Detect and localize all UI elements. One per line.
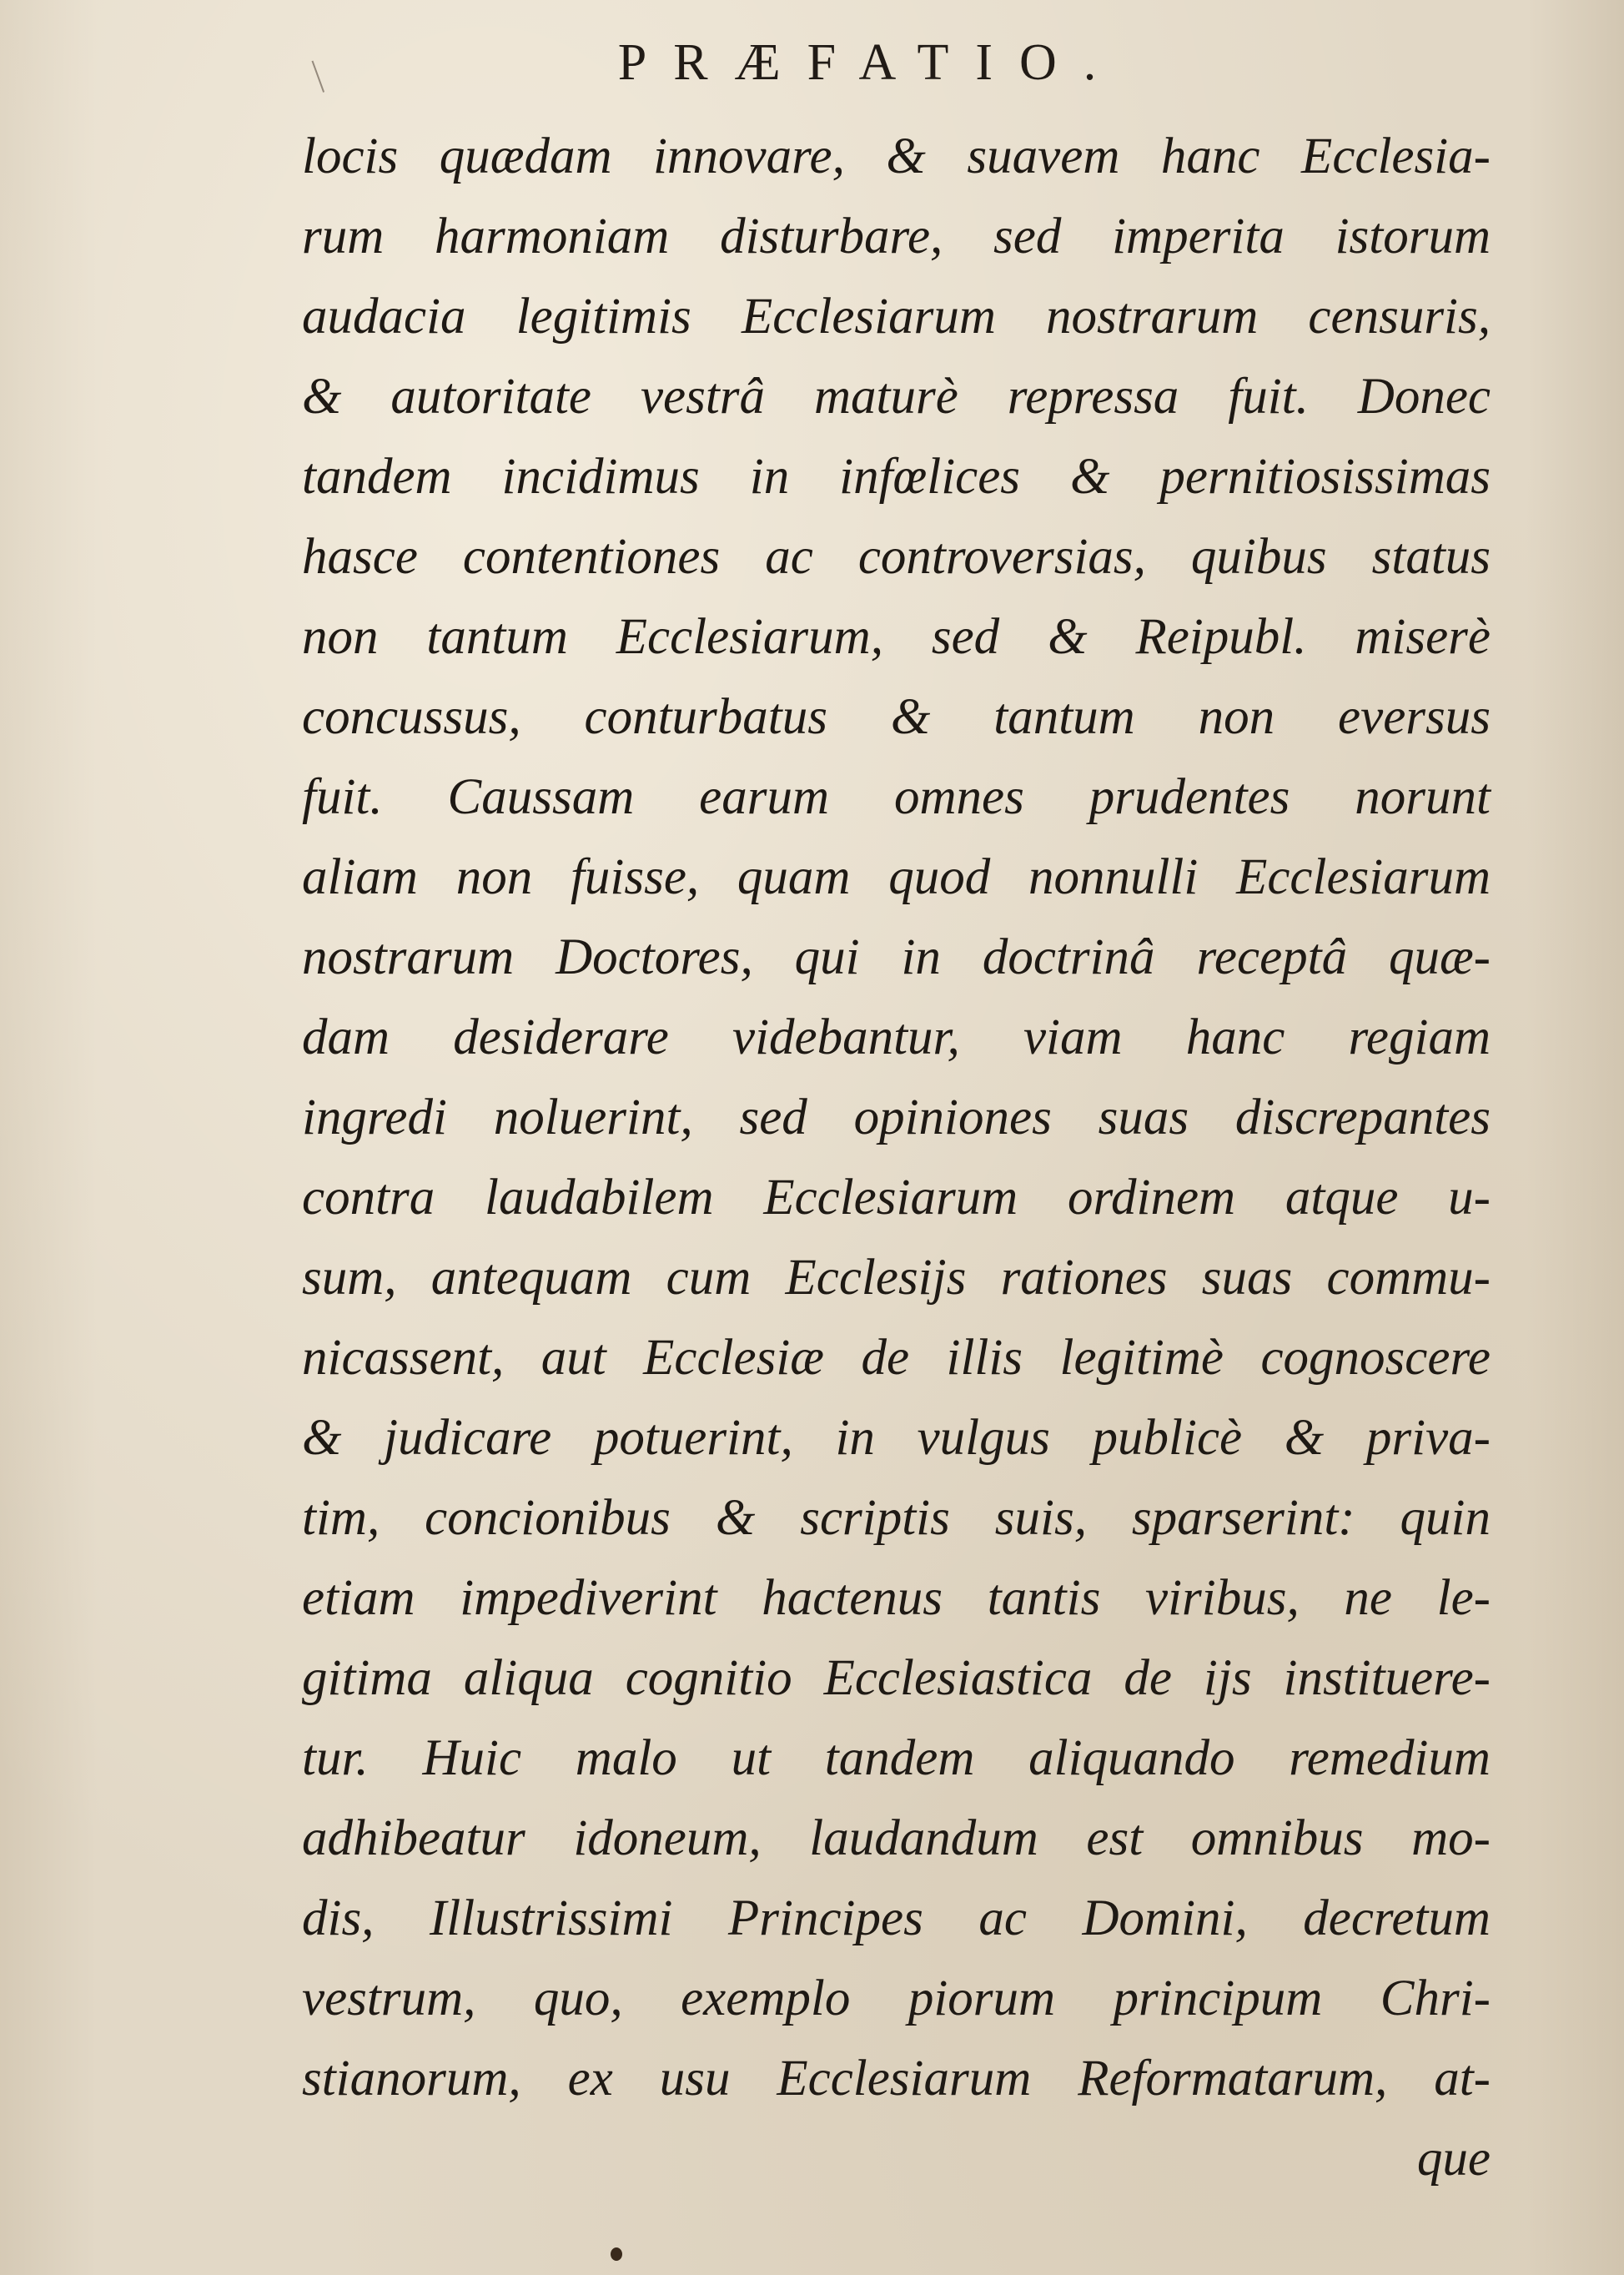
text-line: concussus, conturbatus & tantum non eversus bbox=[302, 689, 1491, 745]
text-line: tim, concionibus & scriptis suis, sparserint: quin bbox=[302, 1490, 1491, 1546]
text-line: adhibeatur idoneum, laudandum est omnibus mo- bbox=[302, 1810, 1491, 1866]
running-head: PRÆFATIO. bbox=[617, 34, 1124, 91]
text-line: tur. Huic malo ut tandem aliquando remedium bbox=[302, 1730, 1491, 1786]
text-line: non tantum Ecclesiarum, sed & Reipubl. miserè bbox=[302, 609, 1491, 665]
text-line: tandem incidimus in infœlices & pernitiosissimas bbox=[302, 449, 1491, 505]
text-line: nostrarum Doctores, qui in doctrinâ receptâ quæ- bbox=[302, 929, 1491, 985]
text-line: hasce contentiones ac controversias, quibus status bbox=[302, 529, 1491, 585]
text-line: rum harmoniam disturbare, sed imperita istorum bbox=[302, 209, 1491, 264]
text-line: stianorum, ex usu Ecclesiarum Reformatarum, at- bbox=[302, 2051, 1491, 2106]
text-line: & autoritate vestrâ maturè repressa fuit. Donec bbox=[302, 369, 1491, 425]
text-line: locis quædam innovare, & suavem hanc Ecclesia- bbox=[302, 128, 1491, 184]
text-line: gitima aliqua cognitio Ecclesiastica de ijs instituere- bbox=[302, 1650, 1491, 1706]
text-line: etiam impediverint hactenus tantis viribus, ne le- bbox=[302, 1570, 1491, 1626]
text-line: dis, Illustrissimi Principes ac Domini, decretum bbox=[302, 1890, 1491, 1946]
catchword: que bbox=[1416, 2131, 1491, 2187]
text-line: dam desiderare videbantur, viam hanc regiam bbox=[302, 1009, 1491, 1065]
ink-spot bbox=[611, 2247, 622, 2261]
text-line: vestrum, quo, exemplo piorum principum Chri- bbox=[302, 1970, 1491, 2026]
text-line: contra laudabilem Ecclesiarum ordinem atque u- bbox=[302, 1170, 1491, 1226]
text-line: & judicare potuerint, in vulgus publicè & priva- bbox=[302, 1410, 1491, 1466]
text-line: audacia legitimis Ecclesiarum nostrarum censuris, bbox=[302, 289, 1491, 345]
text-line: fuit. Caussam earum omnes prudentes norunt bbox=[302, 769, 1491, 825]
text-line: nicassent, aut Ecclesiæ de illis legitimè cognoscere bbox=[302, 1330, 1491, 1386]
text-line: aliam non fuisse, quam quod nonnulli Ecclesiarum bbox=[302, 849, 1491, 905]
text-line: ingredi noluerint, sed opiniones suas discrepantes bbox=[302, 1090, 1491, 1145]
body-text bbox=[302, 117, 1491, 2199]
text-line: sum, antequam cum Ecclesijs rationes suas commu- bbox=[302, 1250, 1491, 1306]
